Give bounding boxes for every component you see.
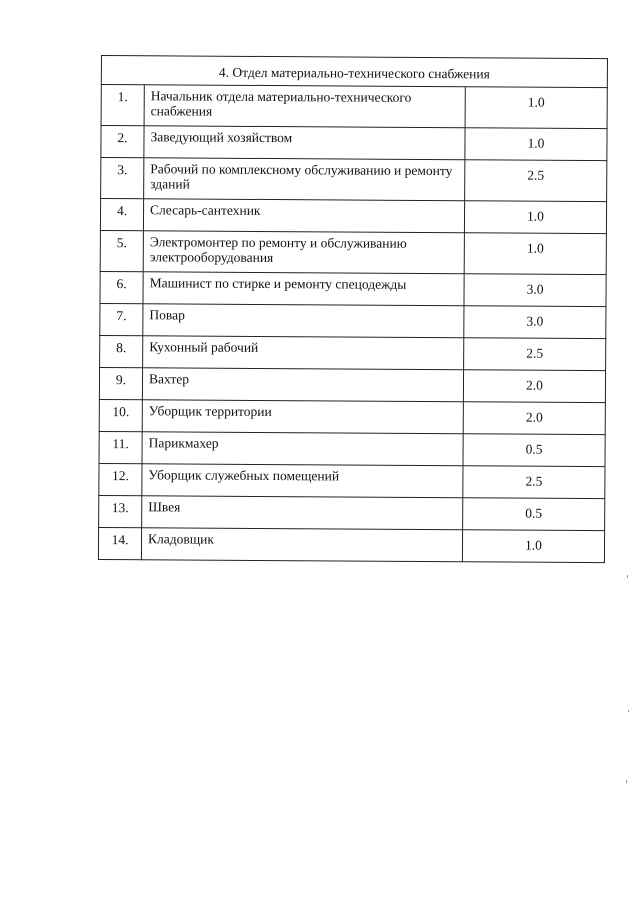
row-number: 2.	[101, 126, 144, 158]
table-row	[99, 431, 605, 466]
position-name: Повар	[143, 304, 464, 338]
table-row	[101, 126, 607, 161]
staff-rate: 2.5	[463, 466, 605, 499]
position-name: Уборщик служебных помещений	[142, 464, 463, 498]
staff-rate: 1.0	[464, 233, 606, 275]
table-row	[101, 85, 607, 129]
position-name: Заведующий хозяйством	[144, 126, 465, 160]
position-name: Швея	[142, 496, 463, 530]
position-name: Электромонтер по ремонту и обслуживанию электрооборудования	[143, 231, 464, 274]
section-title: 4. Отдел материально-технического снабжения	[101, 56, 607, 88]
staff-rate: 3.0	[464, 274, 606, 307]
table-row	[100, 230, 606, 274]
table-row	[98, 527, 604, 562]
position-name: Парикмахер	[142, 432, 463, 466]
row-number: 9.	[99, 367, 142, 399]
row-number: 6.	[100, 271, 143, 303]
row-number: 13.	[99, 495, 142, 527]
staff-rate: 0.5	[463, 434, 605, 467]
row-number: 3.	[101, 158, 144, 199]
position-name: Кухонный рабочий	[143, 336, 464, 370]
row-number: 8.	[100, 335, 143, 367]
scan-speck	[627, 575, 628, 578]
position-name: Машинист по стирке и ремонту спецодежды	[143, 272, 464, 306]
staff-rate: 1.0	[465, 128, 607, 161]
table-row	[100, 303, 606, 338]
row-number: 5.	[100, 230, 143, 271]
table-row	[99, 399, 605, 434]
table-row	[99, 463, 605, 498]
staff-rate: 2.5	[464, 338, 606, 371]
row-number: 11.	[99, 431, 142, 463]
staff-rate: 1.0	[464, 201, 606, 234]
position-name: Слесарь-сантехник	[143, 199, 464, 233]
table-row	[100, 271, 606, 306]
row-number: 7.	[100, 303, 143, 335]
table-row	[101, 158, 607, 202]
scan-speck	[626, 780, 627, 783]
position-name: Кладовщик	[141, 528, 462, 562]
table-row	[100, 199, 606, 234]
position-name: Рабочий по комплексному обслуживанию и ремонту зданий	[144, 158, 465, 201]
row-number: 10.	[99, 399, 142, 431]
staff-rate: 1.0	[462, 530, 604, 563]
row-number: 4.	[100, 199, 143, 231]
staff-rate: 2.0	[463, 370, 605, 403]
position-name: Начальник отдела материально-технического снабжения	[144, 85, 465, 128]
staff-rate: 0.5	[463, 498, 605, 531]
staff-rate: 3.0	[464, 306, 606, 339]
table-row	[99, 367, 605, 402]
row-number: 14.	[98, 527, 141, 559]
section-title-row	[101, 56, 607, 88]
row-number: 1.	[101, 85, 144, 126]
row-number: 12.	[99, 463, 142, 495]
scan-speck	[628, 710, 629, 712]
staff-table-page	[98, 55, 608, 563]
table-row	[99, 495, 605, 530]
staff-table	[98, 55, 608, 563]
table-row	[100, 335, 606, 370]
staff-rate: 2.5	[465, 160, 607, 202]
position-name: Уборщик территории	[142, 400, 463, 434]
staff-rate: 2.0	[463, 402, 605, 435]
staff-rate: 1.0	[465, 87, 607, 129]
position-name: Вахтер	[142, 368, 463, 402]
